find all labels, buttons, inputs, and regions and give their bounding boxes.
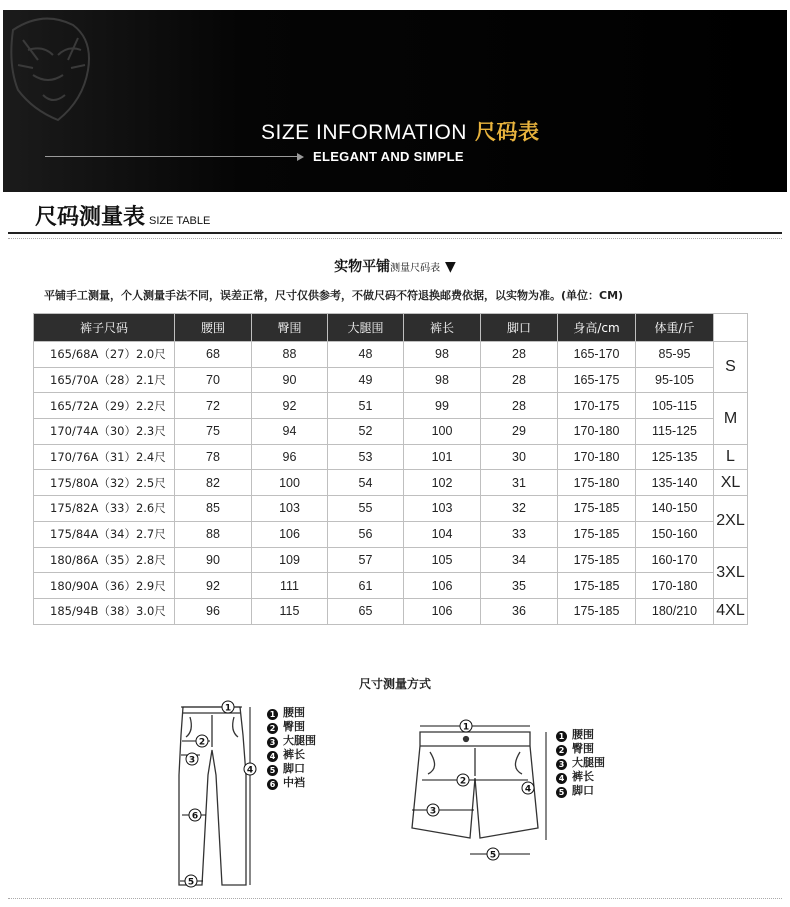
table-cell: 170-180: [558, 444, 636, 470]
tiger-logo-icon: [3, 10, 113, 130]
svg-text:3: 3: [188, 755, 196, 766]
legend-label: 脚口: [283, 762, 305, 775]
size-label-cell: L: [714, 444, 748, 470]
table-cell: 140-150: [636, 496, 714, 522]
table-row: [34, 573, 748, 599]
header-banner: [3, 10, 787, 192]
legend-item: [267, 776, 316, 790]
legend-label: 脚口: [572, 784, 594, 797]
table-row: [34, 444, 748, 470]
table-cell: 56: [328, 521, 404, 547]
size-name-cell: 175/80A（32）2.5尺: [34, 470, 175, 496]
table-header-row: [34, 314, 748, 342]
table-cell: 49: [328, 367, 404, 393]
banner-title: SIZE INFORMATION 尺码表: [261, 121, 540, 144]
table-cell: 175-185: [558, 598, 636, 624]
table-row: [34, 547, 748, 573]
svg-text:5: 5: [489, 850, 497, 861]
svg-text:5: 5: [187, 877, 195, 888]
legend-label: 大腿围: [283, 734, 316, 747]
svg-text:2: 2: [459, 776, 467, 787]
table-cell: 98: [404, 367, 481, 393]
size-name-cell: 165/72A（29）2.2尺: [34, 393, 175, 419]
header-cell: 臀围: [252, 314, 328, 342]
table-cell: 65: [328, 598, 404, 624]
table-cell: 68: [175, 342, 252, 368]
legend-label: 臀围: [572, 742, 594, 755]
legend-item: [556, 756, 605, 770]
table-cell: 115-125: [636, 419, 714, 445]
table-cell: 106: [252, 521, 328, 547]
header-cell: 脚口: [481, 314, 558, 342]
legend-label: 腰围: [572, 728, 594, 741]
table-cell: 109: [252, 547, 328, 573]
size-name-cell: 185/94B（38）3.0尺: [34, 598, 175, 624]
table-cell: 55: [328, 496, 404, 522]
table-cell: 175-185: [558, 547, 636, 573]
legend-item: [556, 770, 605, 784]
table-cell: 90: [252, 367, 328, 393]
legend-item: [267, 734, 316, 748]
number-badge: 5: [556, 787, 567, 798]
table-cell: 170-180: [558, 419, 636, 445]
table-cell: 85-95: [636, 342, 714, 368]
legend-label: 腰围: [283, 706, 305, 719]
legend-item: [267, 748, 316, 762]
table-cell: 98: [404, 342, 481, 368]
table-cell: 94: [252, 419, 328, 445]
number-badge: 4: [267, 751, 278, 762]
shorts-legend: [556, 728, 605, 798]
legend-item: [267, 720, 316, 734]
table-cell: 175-185: [558, 521, 636, 547]
number-badge: 2: [556, 745, 567, 756]
legend-item: [556, 742, 605, 756]
size-label-cell: S: [714, 342, 748, 393]
header-cell: 裤子尺码: [34, 314, 175, 342]
pants-legend: [267, 706, 316, 790]
table-cell: 160-170: [636, 547, 714, 573]
svg-text:6: 6: [191, 811, 199, 822]
pants-diagram: [150, 695, 270, 895]
table-cell: 88: [175, 521, 252, 547]
number-badge: 4: [556, 773, 567, 784]
shorts-diagram: [400, 718, 550, 868]
size-name-cell: 175/82A（33）2.6尺: [34, 496, 175, 522]
table-cell: 88: [252, 342, 328, 368]
table-cell: 57: [328, 547, 404, 573]
legend-label: 中裆: [283, 776, 305, 789]
table-cell: 150-160: [636, 521, 714, 547]
table-cell: 70: [175, 367, 252, 393]
table-cell: 106: [404, 573, 481, 599]
number-badge: 1: [556, 731, 567, 742]
table-cell: 115: [252, 598, 328, 624]
section-title: 尺码测量表 SIZE TABLE: [35, 205, 211, 230]
table-cell: 53: [328, 444, 404, 470]
table-cell: 104: [404, 521, 481, 547]
svg-text:4: 4: [524, 784, 532, 795]
table-cell: 103: [404, 496, 481, 522]
header-cell: 身高/cm: [558, 314, 636, 342]
size-name-cell: 170/74A（30）2.3尺: [34, 419, 175, 445]
table-row: [34, 521, 748, 547]
table-cell: 52: [328, 419, 404, 445]
table-cell: 85: [175, 496, 252, 522]
table-cell: 92: [175, 573, 252, 599]
table-cell: 180/210: [636, 598, 714, 624]
table-cell: 102: [404, 470, 481, 496]
legend-label: 大腿围: [572, 756, 605, 769]
table-cell: 99: [404, 393, 481, 419]
number-badge: 3: [267, 737, 278, 748]
table-cell: 135-140: [636, 470, 714, 496]
size-name-cell: 180/86A（35）2.8尺: [34, 547, 175, 573]
table-cell: 36: [481, 598, 558, 624]
table-cell: 90: [175, 547, 252, 573]
size-name-cell: 165/68A（27）2.0尺: [34, 342, 175, 368]
table-cell: 32: [481, 496, 558, 522]
header-cell-blank: [714, 314, 748, 342]
table-cell: 170-180: [636, 573, 714, 599]
table-cell: 82: [175, 470, 252, 496]
header-cell: 裤长: [404, 314, 481, 342]
table-row: [34, 470, 748, 496]
table-cell: 29: [481, 419, 558, 445]
svg-text:2: 2: [198, 737, 206, 748]
number-badge: 3: [556, 759, 567, 770]
table-cell: 92: [252, 393, 328, 419]
table-cell: 54: [328, 470, 404, 496]
number-badge: 6: [267, 779, 278, 790]
table-cell: 72: [175, 393, 252, 419]
table-cell: 125-135: [636, 444, 714, 470]
table-cell: 51: [328, 393, 404, 419]
legend-label: 臀围: [283, 720, 305, 733]
table-cell: 33: [481, 521, 558, 547]
flat-measure-title: 实物平铺测量尺码表 ▼: [334, 259, 456, 275]
table-cell: 165-175: [558, 367, 636, 393]
banner-subtitle: ELEGANT AND SIMPLE: [313, 149, 464, 164]
measure-method-title: 尺寸测量方式: [358, 677, 431, 691]
table-cell: 35: [481, 573, 558, 599]
size-label-cell: M: [714, 393, 748, 444]
table-cell: 111: [252, 573, 328, 599]
number-badge: 1: [267, 709, 278, 720]
table-cell: 175-185: [558, 573, 636, 599]
banner-divider: [45, 156, 300, 157]
table-row: [34, 419, 748, 445]
bottom-dotted-divider: [8, 898, 782, 899]
table-cell: 96: [252, 444, 328, 470]
table-cell: 28: [481, 342, 558, 368]
svg-text:1: 1: [224, 703, 232, 714]
legend-label: 裤长: [572, 770, 594, 783]
number-badge: 5: [267, 765, 278, 776]
size-label-cell: 3XL: [714, 547, 748, 598]
table-cell: 103: [252, 496, 328, 522]
svg-text:1: 1: [462, 722, 470, 733]
banner-arrow-icon: [297, 153, 304, 161]
table-cell: 100: [404, 419, 481, 445]
table-cell: 96: [175, 598, 252, 624]
size-name-cell: 175/84A（34）2.7尺: [34, 521, 175, 547]
table-cell: 101: [404, 444, 481, 470]
table-cell: 105: [404, 547, 481, 573]
legend-item: [556, 784, 605, 798]
size-name-cell: 180/90A（36）2.9尺: [34, 573, 175, 599]
table-row: [34, 342, 748, 368]
table-cell: 175-185: [558, 496, 636, 522]
table-cell: 170-175: [558, 393, 636, 419]
table-cell: 78: [175, 444, 252, 470]
table-cell: 100: [252, 470, 328, 496]
table-cell: 61: [328, 573, 404, 599]
table-cell: 30: [481, 444, 558, 470]
size-table: [33, 313, 748, 625]
table-cell: 105-115: [636, 393, 714, 419]
table-row: [34, 496, 748, 522]
size-label-cell: 2XL: [714, 496, 748, 547]
header-cell: 腰围: [175, 314, 252, 342]
measure-note: 平铺手工测量，个人测量手法不同，误差正常，尺寸仅供参考，不做尺码不符退换邮费依据，以实物为准。(单位：CM): [44, 289, 624, 302]
svg-text:4: 4: [246, 765, 254, 776]
table-cell: 31: [481, 470, 558, 496]
legend-item: [267, 762, 316, 776]
header-cell: 大腿围: [328, 314, 404, 342]
table-cell: 28: [481, 367, 558, 393]
table-cell: 28: [481, 393, 558, 419]
header-cell: 体重/斤: [636, 314, 714, 342]
table-cell: 106: [404, 598, 481, 624]
size-name-cell: 170/76A（31）2.4尺: [34, 444, 175, 470]
table-cell: 165-170: [558, 342, 636, 368]
table-row: [34, 598, 748, 624]
table-cell: 75: [175, 419, 252, 445]
size-label-cell: 4XL: [714, 598, 748, 624]
size-name-cell: 165/70A（28）2.1尺: [34, 367, 175, 393]
table-row: [34, 367, 748, 393]
table-cell: 34: [481, 547, 558, 573]
legend-item: [267, 706, 316, 720]
size-label-cell: XL: [714, 470, 748, 496]
table-cell: 175-180: [558, 470, 636, 496]
legend-label: 裤长: [283, 748, 305, 761]
section-divider: [8, 232, 782, 234]
table-cell: 48: [328, 342, 404, 368]
table-row: [34, 393, 748, 419]
legend-item: [556, 728, 605, 742]
dotted-divider: [8, 238, 782, 239]
number-badge: 2: [267, 723, 278, 734]
svg-text:3: 3: [429, 806, 437, 817]
table-cell: 95-105: [636, 367, 714, 393]
